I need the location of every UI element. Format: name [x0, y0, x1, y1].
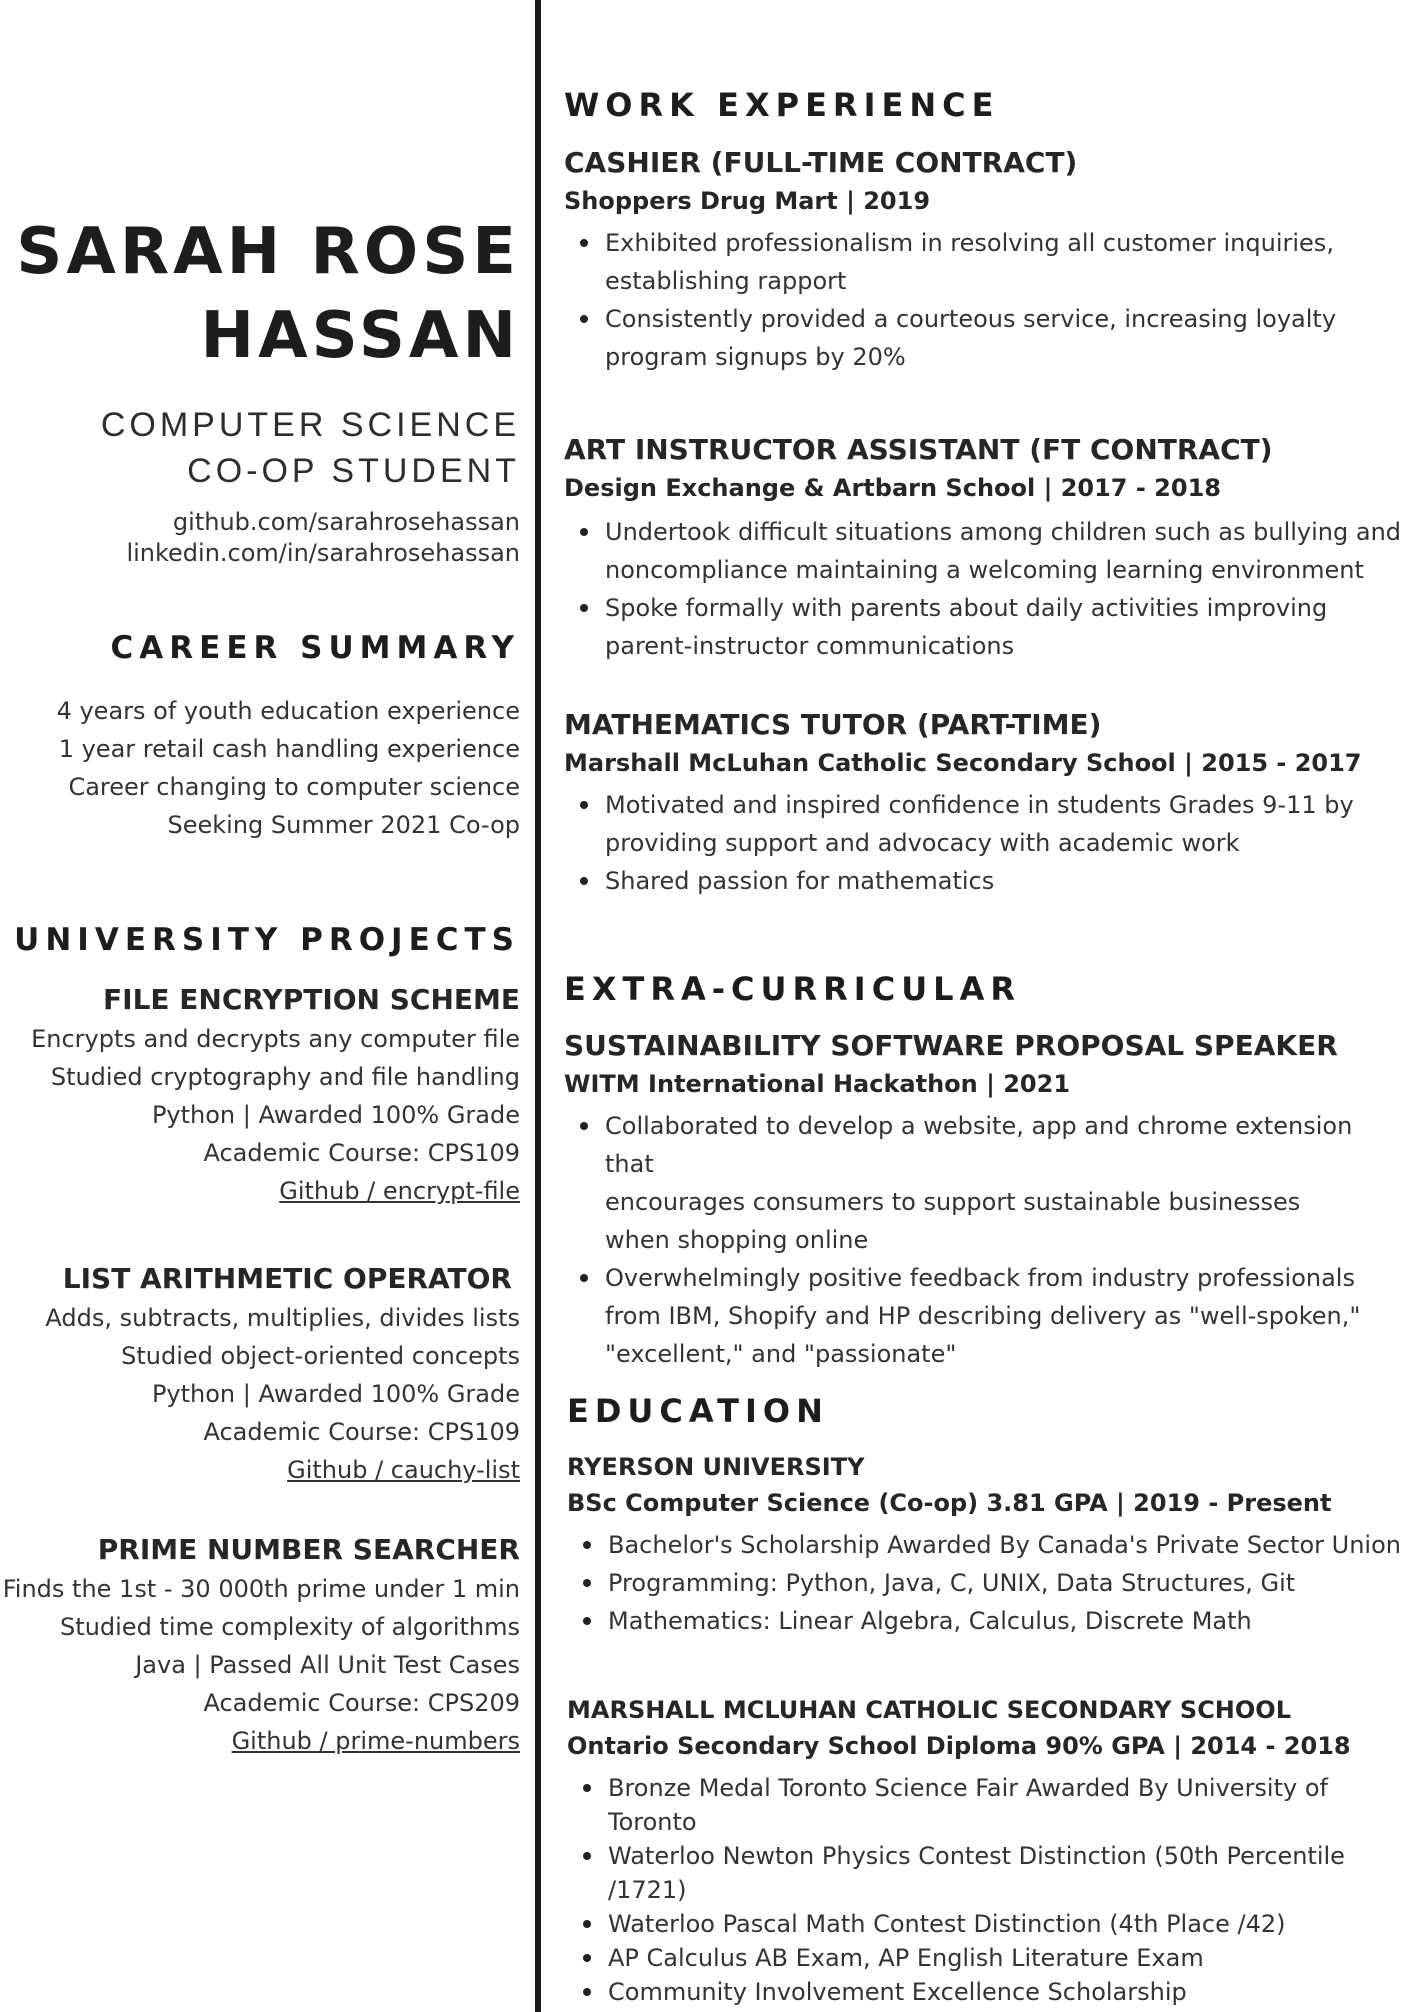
career-summary: 4 years of youth education experience 1 year retail cash handling experience Career changing to computer science Seeking Summer 2021 Co-op: [56, 697, 520, 839]
column-divider: [535, 0, 541, 2012]
project-item: FILE ENCRYPTION SCHEME Encrypts and decrypts any computer file Studied cryptography and file handling Python | Awarded 100% Grade Academic Course: CPS109 Github / encrypt-file: [31, 980, 520, 1210]
right-column: [564, 0, 1404, 2012]
project-item: PRIME NUMBER SEARCHER Finds the 1st - 30 000th prime under 1 min Studied time complexity of algorithms Java | Passed All Unit Test Cases Academic Course: CPS209 Github / prime-numbers: [3, 1530, 520, 1760]
job-entry: [564, 431, 1404, 665]
list-item: Waterloo Newton Physics Contest Distinction (50th Percentile /1721): [567, 1839, 1407, 1907]
contact-links: [126, 507, 520, 569]
projects-heading: UNIVERSITY PROJECTS: [14, 922, 520, 958]
list-item: Bachelor's Scholarship Awarded By Canada's Private Sector Union: [567, 1526, 1407, 1564]
education-entry: [567, 1450, 1407, 1640]
list-item: AP Calculus AB Exam, AP English Literature Exam: [567, 1941, 1407, 1975]
project-title: PRIME NUMBER SEARCHER: [97, 1533, 520, 1566]
project-item: LIST ARITHMETIC OPERATOR Adds, subtracts, multiplies, divides lists Studied object-oriented concepts Python | Awarded 100% Grade Academic Course: CPS109 Github / cauchy-list: [45, 1259, 520, 1489]
job-title: ART INSTRUCTOR ASSISTANT (FT CONTRACT): [564, 433, 1273, 466]
list-item: Bronze Medal Toronto Science Fair Awarded By University of Toronto: [567, 1771, 1407, 1839]
project-title: FILE ENCRYPTION SCHEME: [103, 983, 520, 1016]
degree: Ontario Secondary School Diploma 90% GPA | 2014 - 2018: [567, 1732, 1351, 1760]
list-item: Shared passion for mathematics: [564, 862, 1404, 900]
candidate-tagline: COMPUTER SCIENCE CO-OP STUDENT: [100, 406, 520, 490]
linkedin-link[interactable]: linkedin.com/in/sarahrosehassan: [126, 539, 520, 567]
job-entry: [564, 706, 1404, 900]
list-item: Community Involvement Excellence Scholarship: [567, 1975, 1407, 2009]
job-title: MATHEMATICS TUTOR (PART-TIME): [564, 708, 1102, 741]
left-column: [0, 0, 520, 2012]
project-title: LIST ARITHMETIC OPERATOR: [62, 1262, 512, 1295]
job-organization: Shoppers Drug Mart | 2019: [564, 187, 931, 215]
list-item: Exhibited professionalism in resolving all customer inquiries, establishing rapport: [564, 224, 1404, 300]
job-organization: Marshall McLuhan Catholic Secondary School | 2015 - 2017: [564, 749, 1362, 777]
list-item: Overwhelmingly positive feedback from industry professionals from IBM, Shopify and HP describing delivery as "well-spoken," "excellent," and "passionate": [564, 1259, 1404, 1373]
list-item: Undertook difficult situations among children such as bullying and noncompliance maintaining a welcoming learning environment: [564, 513, 1404, 589]
project-github-link[interactable]: Github / encrypt-file: [279, 1177, 520, 1205]
job-organization: Design Exchange & Artbarn School | 2017 - 2018: [564, 474, 1221, 502]
candidate-name: SARAH ROSE HASSAN: [16, 215, 520, 373]
work-experience-heading: WORK EXPERIENCE: [564, 86, 1000, 124]
github-link[interactable]: github.com/sarahrosehassan: [172, 508, 520, 536]
degree: BSc Computer Science (Co-op) 3.81 GPA | 2019 - Present: [567, 1489, 1332, 1517]
list-item: Programming: Python, Java, C, UNIX, Data Structures, Git: [567, 1564, 1407, 1602]
education-heading: EDUCATION: [567, 1392, 829, 1430]
list-item: Motivated and inspired confidence in students Grades 9-11 by providing support and advocacy with academic work: [564, 786, 1404, 862]
career-summary-heading: CAREER SUMMARY: [110, 630, 520, 666]
list-item: Collaborated to develop a website, app and chrome extension that encourages consumers to support sustainable businesses when shopping online: [564, 1107, 1404, 1259]
project-github-link[interactable]: Github / cauchy-list: [287, 1456, 520, 1484]
activity-title: SUSTAINABILITY SOFTWARE PROPOSAL SPEAKER: [564, 1029, 1338, 1062]
project-github-link[interactable]: Github / prime-numbers: [231, 1727, 520, 1755]
school-name: RYERSON UNIVERSITY: [567, 1453, 865, 1481]
extracurricular-entry: [564, 1027, 1404, 1373]
list-item: Waterloo Pascal Math Contest Distinction (4th Place /42): [567, 1907, 1407, 1941]
job-entry: [564, 144, 1404, 376]
school-name: MARSHALL MCLUHAN CATHOLIC SECONDARY SCHOOL: [567, 1696, 1291, 1724]
activity-organization: WITM International Hackathon | 2021: [564, 1070, 1071, 1098]
extracurricular-heading: EXTRA-CURRICULAR: [564, 970, 1021, 1008]
list-item: Spoke formally with parents about daily activities improving parent-instructor communications: [564, 589, 1404, 665]
education-entry: [567, 1693, 1407, 2009]
list-item: Consistently provided a courteous service, increasing loyalty program signups by 20%: [564, 300, 1404, 376]
list-item: Mathematics: Linear Algebra, Calculus, Discrete Math: [567, 1602, 1407, 1640]
job-title: CASHIER (FULL-TIME CONTRACT): [564, 146, 1078, 179]
